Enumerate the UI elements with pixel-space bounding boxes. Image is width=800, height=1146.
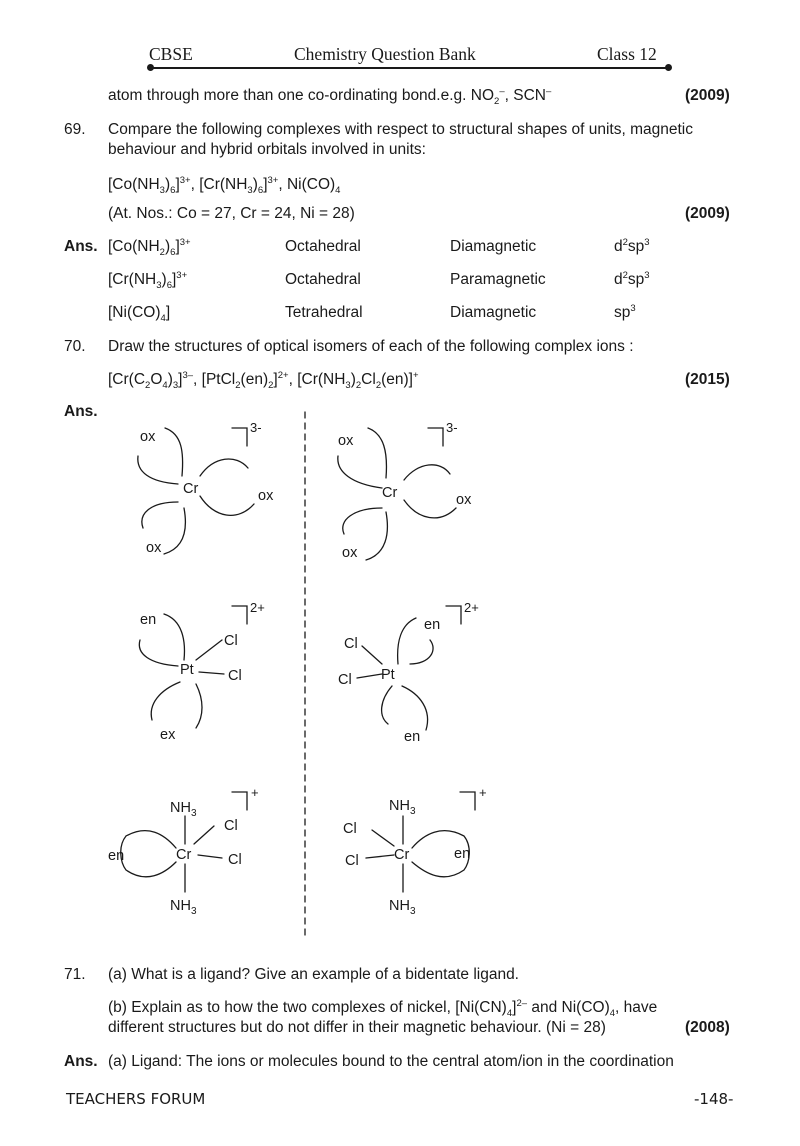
ox-ligand-label: ox xyxy=(258,488,274,504)
cl-label: Cl xyxy=(228,668,242,684)
ans69-row-shape: Octahedral xyxy=(285,238,361,255)
ans70-label: Ans. xyxy=(64,403,98,420)
q71-part-a: (a) What is a ligand? Give an example of a bidentate ligand. xyxy=(108,966,519,983)
nh3-label: $NH_3$ xyxy=(389,898,416,917)
q71-part-b-line1: (b) Explain as to how the two complexes of nickel, $[Ni(CN)_4]^{2-}$ and $Ni(CO)_4$, have xyxy=(108,997,658,1020)
ans69-row-magnetic: Paramagnetic xyxy=(450,271,546,288)
q70-formulas: $[Cr(C_2O_4)_3]^{3-}$, $[PtCl_2(en)_2]^{2+}$, $[Cr(NH_3)_2Cl_2(en)]^+$ xyxy=(108,369,419,392)
header-right: Class 12 xyxy=(597,44,657,64)
charge-label: 3- xyxy=(446,420,458,435)
carryover-text: atom through more than one co-ordinating bond.e.g. $NO_2^-$, SCN– xyxy=(108,85,552,108)
ans69-row-hybrid: $d^2sp^3$ xyxy=(614,236,650,255)
cl-label: Cl xyxy=(345,853,359,869)
pt-en-isomer-right xyxy=(357,606,461,730)
ans69-row-formula: $[Ni(CO)_4]$ xyxy=(108,304,171,325)
header-left: CBSE xyxy=(149,44,193,64)
nh3-label: $NH_3$ xyxy=(170,800,197,819)
ox-ligand-label: ox xyxy=(140,429,156,445)
q70-text: Draw the structures of optical isomers of each of the following complex ions : xyxy=(108,338,634,355)
en-ligand-label: en xyxy=(454,846,471,862)
ans69-row-magnetic: Diamagnetic xyxy=(450,304,537,321)
footer-left: TEACHERS FORUM xyxy=(66,1090,206,1108)
q70-year: (2015) xyxy=(685,371,730,388)
cl-label: Cl xyxy=(228,852,242,868)
ans69-row-formula: $[Co(NH_2)_6]^{3+}$ xyxy=(108,236,191,259)
ans69-label: Ans. xyxy=(64,238,98,255)
ex-ligand-label: ex xyxy=(160,727,176,743)
q71-part-b-line2: different structures but do not differ in their magnetic behaviour. (Ni = 28) xyxy=(108,1019,606,1036)
charge-label: + xyxy=(251,785,259,800)
ans69-row-shape: Octahedral xyxy=(285,271,361,288)
q70-number: 70. xyxy=(64,338,86,355)
cr-metal-label: Cr xyxy=(176,847,192,863)
cr-metal-label: Cr xyxy=(394,847,410,863)
page-number: -148- xyxy=(694,1090,734,1108)
cr-metal-label: Cr xyxy=(183,481,199,497)
q71-year: (2008) xyxy=(685,1019,730,1036)
en-ligand-label: en xyxy=(140,612,157,628)
ans69-row-hybrid: $d^2sp^3$ xyxy=(614,269,650,288)
ans69-row-formula: $[Cr(NH_3)_6]^{3+}$ xyxy=(108,269,188,292)
ans69-row-hybrid: $sp^3$ xyxy=(614,302,636,321)
q69-year: (2009) xyxy=(685,205,730,222)
cl-label: Cl xyxy=(224,818,238,834)
ox-ligand-label: ox xyxy=(342,545,358,561)
cl-label: Cl xyxy=(338,672,352,688)
ox-ligand-label: ox xyxy=(338,433,354,449)
q69-number: 69. xyxy=(64,121,86,138)
en-ligand-label: en xyxy=(424,617,441,633)
carryover-year: (2009) xyxy=(685,87,730,104)
ans71-label: Ans. xyxy=(64,1053,98,1070)
q69-complexes: $[Co(NH_3)_6]^{3+}$, $[Cr(NH_3)_6]^{3+}$, $Ni(CO)_4$ xyxy=(108,174,341,197)
q69-text-line2: behaviour and hybrid orbitals involved in units: xyxy=(108,141,426,158)
charge-label: 3- xyxy=(250,420,262,435)
charge-label: 2+ xyxy=(250,600,265,615)
en-ligand-label: en xyxy=(108,848,125,864)
cl-label: Cl xyxy=(224,633,238,649)
ans69-row-shape: Tetrahedral xyxy=(285,304,363,321)
ox-ligand-label: ox xyxy=(146,540,162,556)
nh3-label: $NH_3$ xyxy=(170,898,197,917)
q69-atomic-numbers: (At. Nos.: Co = 27, Cr = 24, Ni = 28) xyxy=(108,205,355,222)
charge-label: + xyxy=(479,785,487,800)
charge-label: 2+ xyxy=(464,600,479,615)
cr-en-isomer-right xyxy=(366,792,475,892)
nh3-label: $NH_3$ xyxy=(389,798,416,817)
pt-metal-label: Pt xyxy=(381,667,395,683)
q69-text-line1: Compare the following complexes with respect to structural shapes of units, magnetic xyxy=(108,121,693,138)
header-title: Chemistry Question Bank xyxy=(294,44,476,64)
ans69-row-magnetic: Diamagnetic xyxy=(450,238,537,255)
ox-ligand-label: ox xyxy=(456,492,472,508)
pt-metal-label: Pt xyxy=(180,662,194,678)
ans71-text: (a) Ligand: The ions or molecules bound to the central atom/ion in the coordination xyxy=(108,1053,674,1070)
cr-metal-label: Cr xyxy=(382,485,398,501)
cl-label: Cl xyxy=(343,821,357,837)
en-ligand-label: en xyxy=(404,729,421,745)
q71-number: 71. xyxy=(64,966,86,983)
cl-label: Cl xyxy=(344,636,358,652)
